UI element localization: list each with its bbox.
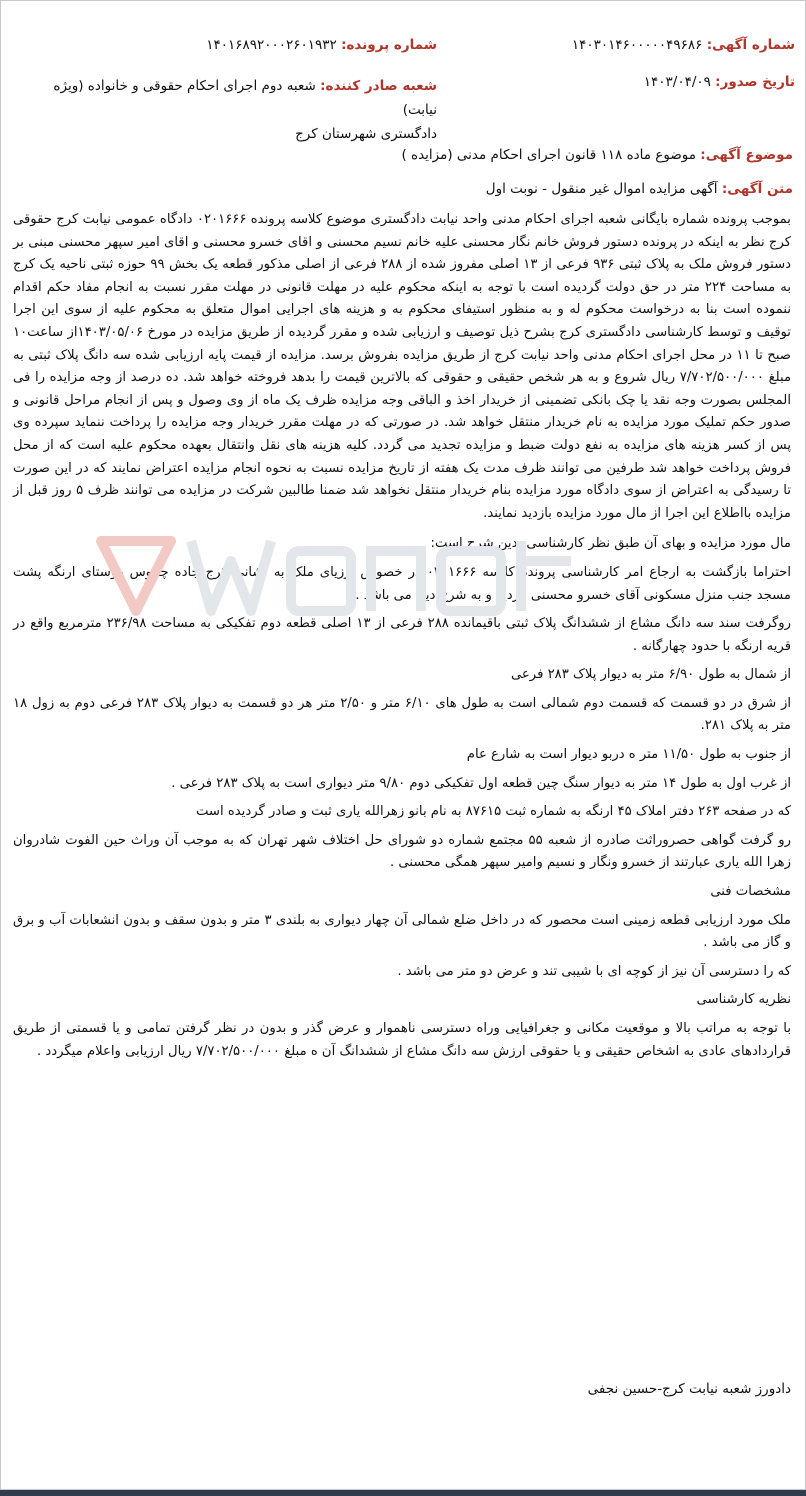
body-paragraph: احتراما بازگشت به ارجاع امر کارشناسی پرونده کلاسه ۰۲۰۱۶۶۶ در خصوص ارزیای ملک به نشانی کرج جاده چالوس روستای ارنگه پشت مسجد جنب منزل مسکونی آقای خسرو محسنی بازدید و به شرح دیل می باشد .	[13, 564, 791, 603]
body-paragraph: که را دسترسی آن نیز از کوچه ای با شیبی تند و عرض دو متر می باشد .	[397, 963, 791, 979]
body-paragraph: از شرق در دو قسمت که قسمت دوم شمالی است به طول های ۶/۱۰ متر و ۲/۵۰ متر هر دو قسمت به دیوار پلاک ۲۸۳ فرعی دوم به زول ۱۸ متر به پلاک ۲۸۱.	[13, 695, 791, 734]
notice-number-value: ۱۴۰۳۰۱۴۶۰۰۰۰۰۴۹۶۸۶	[571, 37, 703, 53]
bottom-bar	[0, 1490, 806, 1496]
issuer-label: شعبه صادر کننده:	[320, 78, 437, 94]
body-paragraph: روگرفت سند سه دانگ مشاع از ششدانگ پلاک ثبتی باقیمانده ۲۸۸ فرعی از ۱۳ اصلی قطعه دوم تفکیکی به مساحت ۲۳۶/۹۸ مترمربع واقع در قریه ارنگه با حدود چهارگانه .	[13, 616, 791, 654]
issuer-line1: شعبه دوم اجرای احکام حقوقی و خانواده (ویژه نیابت)	[53, 78, 437, 118]
notice-body	[13, 209, 791, 1069]
signature: دادورز شعبه نیابت کرج-حسین نجفی	[587, 1381, 791, 1397]
subject-label: موضوع آگهی:	[700, 147, 793, 163]
body-paragraph: رو گرفت گواهی حصروراثت صادره از شعبه ۵۵ مجتمع شماره دو شورای حل اختلاف شهر تهران که به موجب آن وراث حین الفوت شادروان زهرا الله یاری عبارتند از خسرو ونگار و نسیم وامیر سپهر همگی محسنی .	[13, 832, 791, 871]
section-heading: نظریه کارشناسی	[696, 992, 791, 1008]
body-paragraph: ملک مورد ارزیابی قطعه زمینی است محصور که در داخل ضلع شمالی آن چهار دیواری به بلندی ۳ متر و بدون سقف و بدون انشعابات آب و برق و گاز می باشد .	[13, 912, 791, 951]
file-number-value: ۱۴۰۱۶۸۹۲۰۰۰۲۶۰۱۹۳۲	[206, 37, 337, 53]
issuer-line2: دادگستری شهرستان کرج	[295, 126, 437, 142]
notice-text-title: آگهی مزایده اموال غیر منقول - نوبت اول	[485, 181, 718, 197]
file-number-row	[206, 37, 437, 53]
notice-text-row	[486, 181, 793, 197]
section-heading: مشخصات فنی	[710, 884, 791, 900]
issue-date-label: تاریخ صدور:	[715, 74, 795, 90]
body-paragraph: که در صفحه ۲۶۳ دفتر املاک ۴۵ ارنگه به شماره ثبت ۸۷۶۱۵ به نام بانو زهرالله یاری ثبت و صادر گردیده است	[195, 804, 791, 820]
notice-number-label: شماره آگهی:	[706, 37, 795, 53]
subject-row	[401, 147, 793, 163]
body-paragraph: بموجب پرونده شماره بایگانی شعبه اجرای احکام مدنی واحد نیابت دادگستری موضوع کلاسه پرونده ۰۲۰۱۶۶۶ دادگاه عمومی نیابت کرج حقوقی کرج نظر به اینکه در پرونده دستور فروش خانم نگار محسنی علیه خانم نسیم محسنی و اقای خسرو محسنی و اقای امیر سپهر محسنی مبنی بر دستور فروش ملک به پلاک ثبتی ۹۳۶ فرعی از ۱۳ اصلی مفروز شده از ۲۸۸ فرعی از اصلی مذکور قطعه یک بخش ۹۹ حوزه ثبتی ناحیه یک کرج به مساحت ۲۲۴ متر در حق دولت گردیده است با توجه به اینکه محکوم علیه در مهلت قانونی در مهلت مقرر نسبت به انجام مفاد حکم اقدام ننموده است بنا به درخواست محکوم له و به منظور استیفای محکوم به و هزینه های اجرایی اموال متعلق به محکوم علیه از سوی این اجرا توقیف و توسط کارشناسی دادگستری کرج بشرح ذیل توصیف و ارزیابی شده و مقرر گردیده از طریق مزایده در مورخ ۱۴۰۳/۰۵/۰۶از ساعت۱۰ صبح تا ۱۱ در محل اجرای احکام مدنی واحد نیابت کرج از طریق مزایده بفروش برسد. مزایده از قیمت پایه ارزیابی شده سه دانگ پلاک ثبتی به مبلغ ۷/۷۰۲/۵۰۰/۰۰۰ ریال شروع و به هر شخص حقیقی و حقوقی که بالاترین قیمت را بدهد فروخته خواهد شد. ده درصد از وجه مزایده را فی المجلس بصورت وجه نقد یا چک بانکی تضمینی از خریدار اخذ و الباقی وجه مزایده ظرف یک ماه از وی وصول و پس از انجام مراحل قانونی و صدور حکم تملیک مورد مزایده به نام خریدار منتقل خواهد شد. در صورتی که در مهلت مقرر خریدار وجه مزایده را پرداخت ننماید سپرده وی پس از کسر هزینه های مزایده به نفع دولت ضبط و مزایده تجدید می گردد. کلیه هزینه های نقل وانتقال بعهده محکوم علیه است که از محل فروش پرداخت خواهد شد طرفین می توانند ظرف مدت یک هفته از تاریخ مزایده نسبت به نحوه انجام مزایده اعتراض نمایند که در این صورت تا رسیدگی به اعتراض از سوی دادگاه مورد مزایده بنام خریدار منتقل نخواهد شد ضمنا طالبین شرکت در مزایده می توانند ظرف ۵ روز قبل از مزایده بااطلاع این اجرا از مال مورد مزایده بازدید نمایند.	[13, 212, 792, 521]
issue-date-value: ۱۴۰۳/۰۴/۰۹	[643, 74, 711, 90]
file-number-label: شماره پرونده:	[341, 37, 437, 53]
subject-value: موضوع ماده ۱۱۸ قانون اجرای احکام مدنی (مزایده )	[401, 147, 696, 163]
notice-text-label: متن آگهی:	[721, 181, 793, 197]
issuer-row	[17, 74, 437, 146]
body-paragraph: از شمال به طول ۶/۹۰ متر به دیوار پلاک ۲۸۳ فرعی	[510, 667, 791, 683]
body-paragraph: از جنوب به طول ۱۱/۵۰ متر ه دربو دیوار است به شارع عام	[466, 747, 791, 763]
issue-date-row	[644, 74, 795, 90]
body-paragraph: مال مورد مزایده و بهای آن طبق نظر کارشناسی بدین شرح است:	[430, 536, 791, 552]
notice-number-row	[572, 37, 795, 53]
body-paragraph: با توجه به مراتب بالا و موقعیت مکانی و جغرافیایی وراه دسترسی ناهموار و عرض گذر و بدون در نظر گرفتن تمامی و یا قسمتی از طریق قراردادهای عادی به اشخاص حقیقی و یا حقوقی ارزش سه دانگ مشاع از ششدانگ آن ه مبلغ ۷/۷۰۲/۵۰۰/۰۰۰ ریال ارزیابی واعلام میگردد .	[13, 1021, 791, 1059]
body-paragraph: از غرب اول به طول ۱۴ متر به دیوار سنگ چین قطعه اول تفکیکی دوم ۹/۸۰ متر دیواری است به پلاک ۲۸۳ فرعی .	[171, 775, 791, 791]
